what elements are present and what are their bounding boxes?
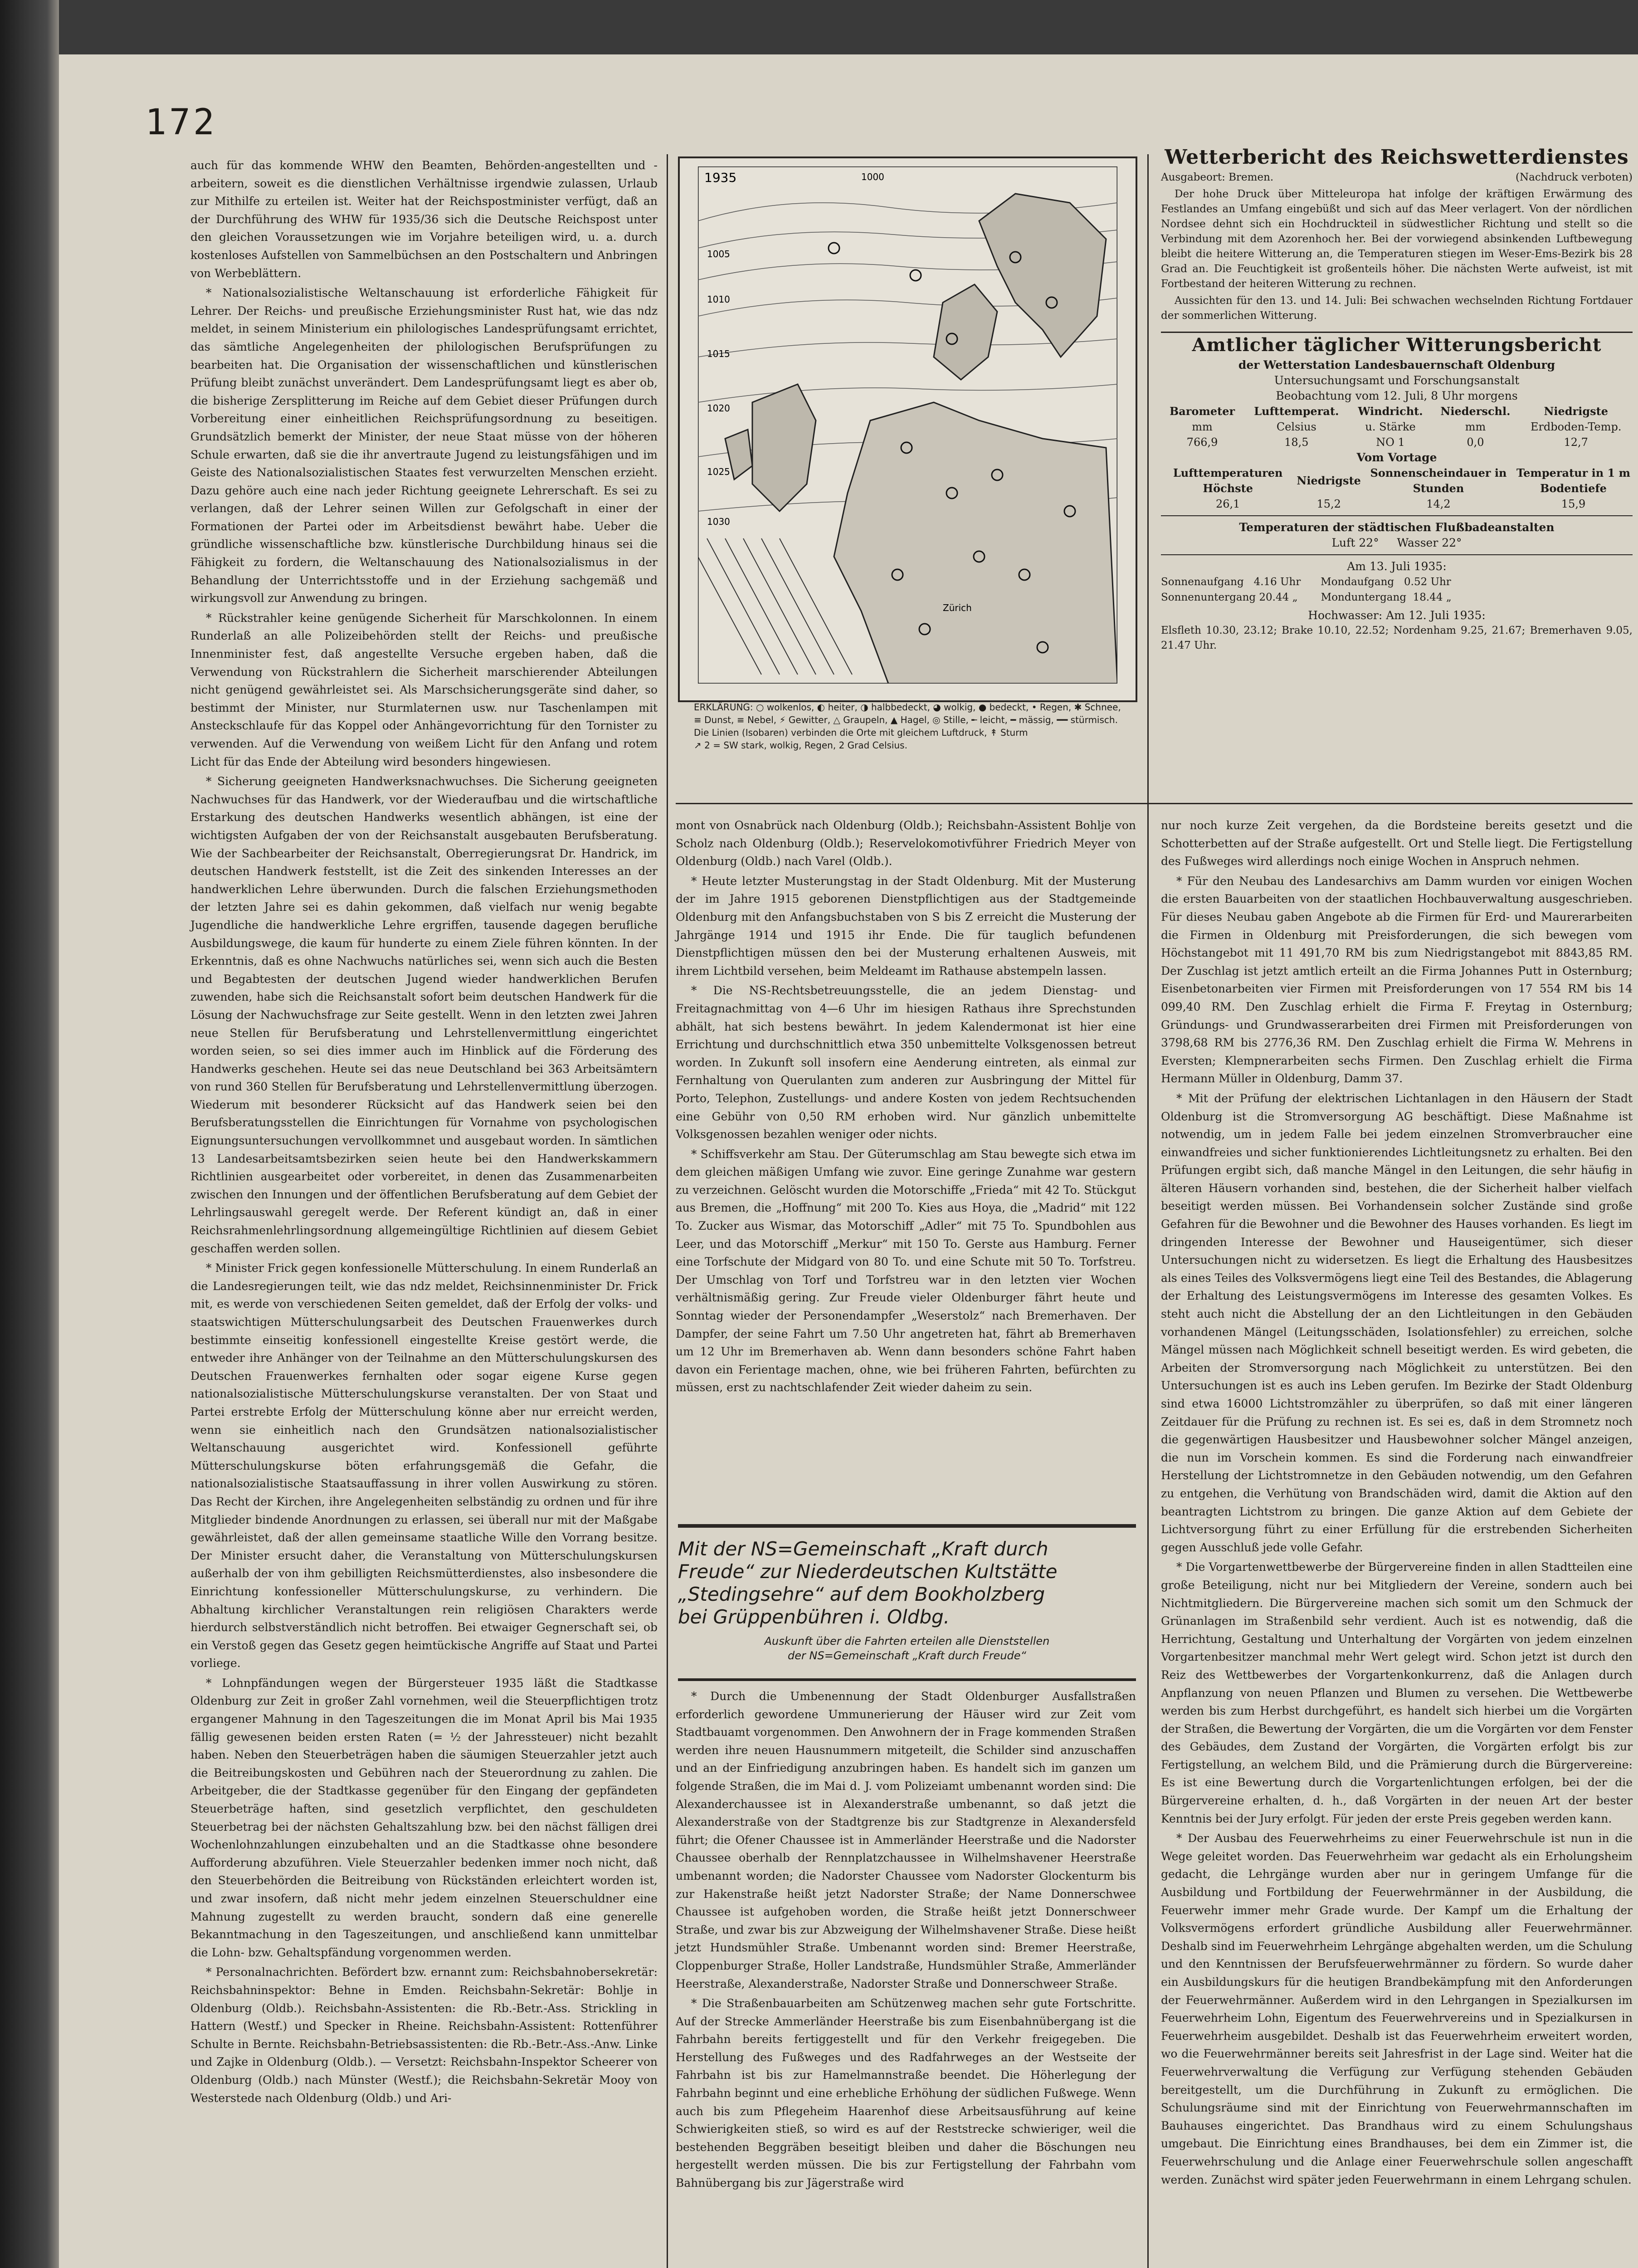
isobar-label: 1025 xyxy=(707,466,730,477)
sun-times-2: Sonnenuntergang 20.44 „ Monduntergang 18.44 „ xyxy=(1161,591,1452,603)
table-header: Temperatur in 1 m Bodentiefe xyxy=(1516,466,1630,495)
table-cell: 12,7 xyxy=(1564,436,1588,449)
table-header: Niedrigste xyxy=(1297,474,1361,487)
article-bordsteine: nur noch kurze Zeit vergehen, da die Bordsteine bereits gesetzt und die Schotterbetten auf der Straße aufgestellt. Ort und Stelle liegt. Die Fertigstellung des Fußweges wird allerdings noch einige Wochen in Anspruch nehmen. xyxy=(1161,819,1633,868)
article-rechtsbetreuung: * Die NS-Rechtsbetreuungsstelle, die an jedem Dienstag- und Freitagnachmittag von 4—6 Uhr im hiesigen Rathaus ihre Sprechstunden abhält, hat sich bestens bewährt. In jedem Kalendermonat ist hier eine Errichtung und durchschnittlich etwa 350 unbemittelte Volksgenossen betreut worden. In Zukunft soll insofern eine Aenderung eintreten, als einmal zur Fernhaltung von Querulanten zum anderen zur Ausbringung der Mittel für Porto, Telephon, Zustellungs- und andere Kosten von jedem Rechtsuchenden eine Gebühr von 0,50 RM erhoben wird. Nur gänzlich unbemittelte Volksgenossen bezahlen weniger oder nichts. xyxy=(676,984,1136,1141)
table-header: mm xyxy=(1192,420,1213,433)
table-header: Barometer xyxy=(1169,405,1235,418)
article-feuerwehr: * Der Ausbau des Feuerwehrheims zu einer Feuerwehrschule ist nun in die Wege geleitet worden. Das Feuerwehrheim war gedacht als ein Erholungsheim gedacht, die Lehrgänge wurden aber nur in geringem Umfange für die Ausbildung und Fortbildung der Feuerwehrmänner in der Ausbildung, die Feuerwehr immer mehr Grade wurde. Der Kampf um die Erhaltung der Volksvermögens erfordert gründliche Ausbildung aller Feuerwehrmänner. Deshalb sind im Feuerwehrheim Lehrgänge abgehalten werden, um die Schulung und den Kenntnissen der Berufsfeuerwehrmänner zu fördern. So wurde daher ein Ausbildungskurs für die heutigen Brandbekämpfung mit den Anforderungen der Feuerwehrmänner. Außerdem wird in den Lehrgangen in Spezialkursen im Feuerwehrheim Lohn, Eigentum des Feuerwehrvereins und in Spezialkursen in Feuerwehrheim ausgebildet. Deshalb ist das Feuerwehrheim erweitert worden, wo die Feuerwehrmänner bereits seit Jahresfrist in der Lage sind. Weiter hat die Feuerwehrverwaltung die Verfügung zur Verfügung stehenden Gebäuden bereitgestellt, um die Durchführung in Zukunft zu ermöglichen. Die Schulungsräume sind mit der Einrichtung von Feuerwehrmannschaften im Bauhauses eingerichtet. Das Brandhaus wird zu einem Schulungshaus umgebaut. Die Einrichtung eines Brandhauses, bei dem ein Zimmer ist, die Feuerwehrschulung und die Anlage einer Feuerwehrschule sollen angeschafft werden. Zunächst wird später jeden Feuerwehrmann in einem Lehrgang schulen. xyxy=(1161,1832,1633,2186)
divider xyxy=(1161,332,1633,333)
kdf-sub: Auskunft über die Fahrten erteilen alle Dienststellen xyxy=(764,1635,1050,1647)
place-label: Zürich xyxy=(943,602,972,613)
article-schiffsverkehr: * Schiffsverkehr am Stau. Der Güterumschlag am Stau bewegte sich etwa im dem gleichen mäßigen Umfang wie zuvor. Eine geringe Zunahme war gestern zu verzeichnen. Gelöscht wurden die Motorschiffe „Frieda“ mit 42 To. Stückgut aus Bremen, die „Hoffnung“ mit 200 To. Kies aus Hoya, die „Madrid“ mit 122 To. Zucker aus Wismar, das Motorschiff „Adler“ mit 75 To. Spundbohlen aus Leer, und das Motorschiff „Merkur“ mit 150 To. Gerste aus Hamburg. Ferner eine Torfschute der Midgard von 80 To. und eine Schute mit 50 To. Torfstreu. Der Umschlag von Torf und Torfstreu war in den letzten vier Wochen verhältnismäßig gering. Zur Freude vieler Oldenburger fährt heute und Sonntag wieder der Personendampfer „Weserstolz“ nach Bremerhaven. Der Dampfer, der seine Fahrt um 7.50 Uhr angetreten hat, fährt ab Bremerhaven um 12 Uhr im Bremerhaven ab. Wenn dann besonders schöne Fahrt haben davon ein Ferientage machen, ohne, wie bei früheren Fahrten, befürchten zu müssen, erst zu nachtschlafender Zeit wieder daheim zu sein. xyxy=(676,1147,1136,1394)
page-number: 172 xyxy=(145,102,217,143)
weather-report xyxy=(1161,146,1633,653)
reprint-note: (Nachdruck verboten) xyxy=(1516,171,1633,183)
isobar-label: 1020 xyxy=(707,403,730,414)
kdf-rule-top xyxy=(678,1524,1136,1528)
article-personal: * Personalnachrichten. Befördert bzw. ernannt zum: Reichsbahnobersekretär: Reichsbahninspektor: Behne in Emden. Reichsbahn-Sekretär: Bohlje in Oldenburg (Oldb.). Reichsbahn-Assistenten: die Rb.-Betr.-Ass. Strickling in Hattern (Westf.) und Specker in Rheine. Reichsbahn-Assistent: Rottenführer Schulte in Bernte. Reichsbahn-Betriebsassistenten: die Rb.-Betr.-Ass.-Anw. Linke und Zajke in Oldenburg (Oldb.). — Versetzt: Reichsbahn-Inspektor Scheerer von Oldenburg (Oldb.) nach Münster (Westf.); die Reichsbahn-Sekretär Mooy von Westerstede nach Oldenburg (Oldb.) und Ari- xyxy=(190,1965,658,2105)
official-subtitle-1: der Wetterstation Landesbauernschaft Oldenburg xyxy=(1238,358,1555,371)
divider xyxy=(1161,515,1633,516)
table-header: Sonnenscheindauer in Stunden xyxy=(1370,466,1507,495)
prev-day-label: Vom Vortage xyxy=(1356,451,1437,464)
official-report-title: Amtlicher täglicher Witterungsbericht xyxy=(1192,334,1602,356)
kdf-sub: der NS=Gemeinschaft „Kraft durch Freude“ xyxy=(788,1649,1026,1662)
kdf-line: Mit der NS=Gemeinschaft „Kraft durch xyxy=(678,1538,1048,1560)
table-header: Celsius xyxy=(1276,420,1316,433)
article-vorgarten: * Die Vorgartenwettbewerbe der Bürgervereine finden in allen Stadtteilen eine große Beteiligung, nicht nur bei Mitgliedern der Vereine, sondern auch bei Nichtmitgliedern. Die Bürgervereine machen sich somit um den Schmuck der Grünanlagen im Straßenbild sehr verdient. Auch ist es notwendig, daß die Herrichtung, Gestaltung und Unterhaltung der Vorgärten von jedem einzelnen Vorgartenbesitzer manchmal mehr Wert gelegt wird. Schon jetzt ist durch den Reiz des Wettbewerbes der Vorgartenkonkurrenz, daß die Anlagen durch Anpflanzung von neuen Pflanzen und Blumen zu versehen. Die Wettbewerbe werden bis zum Herbst durchgeführt, es handelt sich hierbei um die Vorgärten der Straßen, die Bewertung der Vorgärten, die um die Vorgärten vor dem Fenster des Gebäudes, dem Zustand der Vorgärten, die Vorgärten erfolgt bis zur Fertigstellung, an welchem Bild, und die Prämierung durch die Bürgervereine: Es ist eine Bewertung durch die Vorgartenlichtungen erfolgen, bei der die Bürgervereine erhalten, d. h., daß Vorgärten in der neuen Art der bester Kenntnis bei der Jury erfolgt. Für jeden der erste Preis gegeben werden kann. xyxy=(1161,1560,1633,1825)
divider xyxy=(1161,554,1633,555)
column-right xyxy=(1161,816,1633,2190)
article-musterung: * Heute letzter Musterungstag in der Stadt Oldenburg. Mit der Musterung der im Jahre 1915 geborenen Dienstpflichtigen aus der Stadtgemeinde Oldenburg mit den Anfangsbuchstaben von S bis Z erreicht die Musterung der Jahrgänge 1914 und 1915 ihr Ende. Die für tauglich befundenen Dienstpflichtigen müssen den bei der Musterung erhaltenen Ausweis, mit ihrem Lichtbild versehen, beim Meldeamt im Rathause abstempeln lassen. xyxy=(676,874,1136,978)
table-cell: 15,9 xyxy=(1561,498,1586,510)
table-header: Windricht. xyxy=(1358,405,1423,418)
map-legend-example: ↗ 2 = SW stark, wolkig, Regen, 2 Grad Celsius. xyxy=(694,740,907,751)
column-rule-2 xyxy=(1147,154,1149,2268)
article-lohnpfaendung: * Lohnpfändungen wegen der Bürgersteuer 1935 läßt die Stadtkasse Oldenburg zur Zeit in großer Zahl vornehmen, weil die Steuerpflichtigen trotz ergangener Mahnung in den Tageszeitungen die im Monat April bis Mai 1935 fällig gewesenen beiden ersten Raten (= ½ der Jahressteuer) nicht bezahlt haben. Neben den Steuerbeträgen haben die säumigen Steuerzahler jetzt auch die Beitreibungskosten und Gebühren nach der Steuerordnung zu zahlen. Die Arbeitgeber, die der Stadtkasse gegenüber für den Eingang der gepfändeten Steuerbeträge haften, sind gesetzlich verpflichtet, den geschuldeten Steuerbetrag bei der nächsten Gehaltszahlung bzw. bei den nächst fälligen drei Wochenlohnzahlungen einzubehalten und an die Stadtkasse ohne besondere Aufforderung abzuführen. Viele Steuerzahler bedenken immer noch nicht, daß den Steuerbehörden die Beitreibung von Rückständen erleichtert worden ist, und zwar insofern, daß nicht mehr jedem einzelnen Steuerschuldner eine Mahnung zugestellt zu werden braucht, sondern daß eine generelle Bekanntmachung in den Tageszeitungen, und anschließend kann unmittelbar die Lohn- bzw. Gehaltspfändung vorgenommen werden. xyxy=(190,1676,658,1959)
table-header: Niederschl. xyxy=(1440,405,1511,418)
column-middle-lower xyxy=(676,1687,1136,2194)
table-cell: 766,9 xyxy=(1186,436,1218,449)
article-weltanschauung: * Nationalsozialistische Weltanschauung ist erforderliche Fähigkeit für Lehrer. Der Reichs- und preußische Erziehungsminister Rust hat, wie das ndz meldet, in seinem Ministerium ein philologisches Landesprüfungsamt errichtet, das sämtliche Angelegenheiten der philologischen Berufsprüfungen zu bearbeiten hat. Die Organisation der wissenschaftlichen und künstlerischen Prüfung bleibt zunächst unverändert. Dem Landesprüfungsamt liegt es aber ob, die bisherige Zersplitterung im Reiche auf dem Gebiet dieser Prüfungen durch Vorbereitung einer einheitlichen Reichsprüfungsordnung zu beseitigen. Grundsätzlich bemerkt der Minister, der neue Staat müsse von der höheren Schule erwarten, daß sie die ihr anvertraute Jugend zu leistungsfähigen und im Geiste des Nationalsozialistischen Staates fest verwurzelten Menschen erzieht. Dazu gehöre auch eine nach jeder Richtung geeignete Lehrerschaft. Es sei zu verlangen, daß der Lehrer seinen Willen zur Gefolgschaft in einer der Formationen der Partei oder im Arbeitsdienst bewährt habe. Ueber die gründliche wissenschaftliche bzw. künstlerische Durchbildung hinaus sei die Fähigkeit zu fordern, die Weltanschauung des Nationalsozialismus in der Behandlung der Unterrichtsstoffe und in der Erziehung sachgemäß und wirkungsvoll zur Anwendung zu bringen. xyxy=(190,286,658,605)
isobar-label: 1030 xyxy=(707,516,730,527)
article-versetzt: mont von Osnabrück nach Oldenburg (Oldb.); Reichsbahn-Assistent Bohlje von Scholz nach Oldenburg (Oldb.); Reservelokomotivführer Friedrich Meyer von Oldenburg (Oldb.) nach Varel (Oldb.). xyxy=(676,819,1136,868)
book-binding-shadow xyxy=(0,0,59,2268)
map-legend-explanation: ERKLÄRUNG: ○ wolkenlos, ◐ heiter, ◑ halbbedeckt, ◕ wolkig, ● bedeckt, • Regen, ✱ Schnee, ≡ Dunst, ≡ Nebel, ⚡ Gewitter, △ Graupeln, ▲ Hagel, ◎ Stille, ╾ leicht, ━ mässig, ━━ stürmisch. Die Linien (Isobaren) verbinden die Orte mit gleichem Luftdruck, ↟ Sturm xyxy=(694,702,1121,738)
bath-title: Temperaturen der städtischen Flußbadeanstalten xyxy=(1239,521,1555,534)
weather-outlook: Aussichten für den 13. und 14. Juli: Bei schwachen wechselnden Richtung Fortdauer der sommerlichen Witterung. xyxy=(1161,295,1633,322)
bath-values: Luft 22° Wasser 22° xyxy=(1331,536,1462,549)
article-muetterschulung: * Minister Frick gegen konfessionelle Mütterschulung. In einem Runderlaß an die Landesregierungen teilt, wie das ndz meldet, Reichsinnenminister Dr. Frick mit, es werde von verschiedenen Seiten gemeldet, daß der Erfolg der volks- und staatswichtigen Mütterschulungsarbeit des Deutschen Frauenwerkes durch bestimmte einseitig konfessionell eingestellte Kreise gestört werde, die entweder ihre Anhänger von der Teilnahme an den Mütterschulungskursen des Deutschen Frauenwerkes fernhalten oder sogar eigene Kurse gegen nationalsozialistische Mütterschulungskurse veranstalten. Der von Staat und Partei erstrebte Erfolg der Mütterschulung könne aber nur erreicht werden, wenn sie einheitlich nach den Grundsätzen nationalsozialistischer Weltanschauung ausgerichtet wird. Konfessionell geführte Mütterschulungskurse böten erfahrungsgemäß die Gefahr, die nationalsozialistische Staatsauffassung in ihrer vollen Auswirkung zu stören. Das Recht der Kirchen, ihre Angelegenheiten selbständig zu ordnen und für ihre Mitglieder bindende Anordnungen zu erlassen, sei überall nur mit der Maßgabe gewährleistet, daß der allen gemeinsame staatliche Wille den Vorrang besitze. Der Minister ersucht daher, die Veranstaltung von Mütterschulungskursen außerhalb der von ihm gebilligten Reichsmütterdienstes, also insbesondere die Einrichtung konfessioneller Mütterschulungskurse, zu verhindern. Die Abhaltung kirchlicher Veranstaltungen rein religiösen Charakters werde hierdurch selbstverständlich nicht betroffen. Bei etwaiger Gegnerschaft sei, ob ein Verstoß gegen das Gesetz gegen heimtückische Angriffe auf Staat und Partei vorliege. xyxy=(190,1261,658,1670)
table-header: Erdboden-Temp. xyxy=(1530,420,1622,433)
isobar-label: 1010 xyxy=(707,294,730,305)
column-left xyxy=(190,156,658,2109)
table-header: u. Stärke xyxy=(1365,420,1416,433)
weather-map xyxy=(678,156,1137,702)
column-rule-1 xyxy=(667,154,668,2268)
official-subtitle-2: Untersuchungsamt und Forschungsanstalt xyxy=(1274,374,1520,387)
high-water-label: Hochwasser: Am 12. Juli 1935: xyxy=(1308,609,1486,622)
table-cell: 15,2 xyxy=(1316,498,1341,510)
table-cell: 26,1 xyxy=(1215,498,1240,510)
kdf-rule-bottom xyxy=(678,1678,1136,1681)
table-header: Niedrigste xyxy=(1544,405,1608,418)
article-landesarchiv: * Für den Neubau des Landesarchivs am Damm wurden vor einigen Wochen die ersten Bauarbeiten von der staatlichen Hochbauverwaltung ausgeschrieben. Für dieses Neubau gaben Angebote ab die Firmen für Erd- und Maurerarbeiten die Firmen in Oldenburg mit Preisforderungen, die sich bewegen vom Höchstangebot mit 11 491,70 RM bis zum Niedrigstangebot mit 8843,85 RM. Der Zuschlag ist jetzt amtlich erteilt an die Firma Johannes Putt in Osternburg; Eisenbetonarbeiten vier Firmen mit Preisforderungen von 17 554 RM bis 14 099,40 RM. Den Zuschlag erhielt die Firma F. Freytag in Osternburg; Gründungs- und Grundwasserarbeiten drei Firmen mit Preisforderungen von 3798,68 RM bis 2776,36 RM. Den Zuschlag erhielt die Firma W. Mehrens in Eversten; Klempnerarbeiten sechs Firmen. Den Zuschlag erhielt die Firma Hermann Müller in Oldenburg, Damm 37. xyxy=(1161,874,1633,1085)
kdf-line: Freude“ zur Niederdeutschen Kultstätte xyxy=(678,1560,1058,1583)
article-lichtanlagen: * Mit der Prüfung der elektrischen Lichtanlagen in den Häusern der Stadt Oldenburg ist die Stromversorgung AG beschäftigt. Diese Maßnahme ist notwendig, um in jedem Falle bei jedem einzelnen Stromverbraucher eine einwandfreies und sicher funktionierendes Lichtleitungsnetz zu erhalten. Bei den Prüfungen ergibt sich, daß manche Mängel in den Leitungen, die sehr häufig in älteren Häusern vorhanden sind, bestehen, die der Sicherheit halber vielfach beseitigt werden müssen. Bei Vorhandensein solcher Zustände sind große Gefahren für die Bewohner und die Bewohner des Hauses vorhanden. Es liegt im dringenden Interesse der Bewohner und Hauseigentümer, sich dieser Untersuchungen nicht zu widersetzen. Es liegt die Erhaltung des Hausbesitzes als eines Teiles des Volksvermögens liegt eine Teil des Bestandes, die Ablagerung der Erhaltung des Leistungsvermögens im Interesse des gesamten Volkes. Es steht auch nicht die Abstellung der an den Lichtleitungen in den Gebäuden vorhandenen Mängel (Leitungsschäden, Isolationsfehler) zu erreichen, solche Mängel müssen nach Möglichkeit schnell beseitigt werden. Es wird gebeten, die Arbeiten der Stromversorgung nach Möglichkeit zu unterstützen. Bei den Untersuchungen ist es auch ins Leben gerufen. Im Bezirke der Stadt Oldenburg sind etwa 16000 Lichtstromzähler zu überprüfen, so daß mit einer längeren Zeitdauer für die Prüfung zu rechnen ist. Es sei es, daß in dem Stromnetz noch die gegenwärtigen Hausbesitzer und Hausbewohner solcher Mängel anzeigen, die nun im Vorschein kommen. Es sind die Forderung nach einwandfreier Herstellung der Lichtstromnetze in den Gebäuden notwendig, um den Gefahren zu entgehen, die Verhütung von Brandschäden wird, damit die Aktion auf den beantragten Lichtstrom zu bringen. Die ganze Aktion auf dem Gebiete der Lichtversorgung führt zu einer Erfüllung für die erstrebenden Sicherheiten gegen Ausschluß jede volle Gefahr. xyxy=(1161,1091,1633,1554)
isobar-label: 1005 xyxy=(707,249,730,259)
article-whw: auch für das kommende WHW den Beamten, Behörden-angestellten und -arbeitern, soweit es die dienstlichen Verhältnisse irgendwie zulassen, Urlaub zur Mithilfe zu erteilen ist. Weiter hat der Reichspostminister verfügt, daß an der Durchführung des WHW für 1935/36 sich die Deutsche Reichspost unter den gleichen Voraussetzungen wie im Vorjahre beteiligen wird, u. a. durch kostenloses Aufstellen von Sammelbüchsen an den Postschaltern und Anbringen von Werbeblättern. xyxy=(190,159,658,280)
prev-day-table xyxy=(1161,465,1633,512)
table-cell: 0,0 xyxy=(1467,436,1484,449)
isobar-label: 1015 xyxy=(707,348,730,359)
official-observation: Beobachtung vom 12. Juli, 8 Uhr morgens xyxy=(1276,389,1518,402)
high-water-values: Elsfleth 10.30, 23.12; Brake 10.10, 22.52; Nordenham 9.25, 21.67; Bremerhaven 9.05, 21.47 Uhr. xyxy=(1161,625,1633,651)
weather-map-drawing xyxy=(698,166,1117,684)
kdf-line: „Stedingsehre“ auf dem Bookholzberg xyxy=(678,1583,1045,1605)
article-rueckstrahler: * Rückstrahler keine genügende Sicherheit für Marschkolonnen. In einem Runderlaß an alle Polizeibehörden stellt der Reichs- und preußische Innenminister fest, daß angestellte Versuche ergeben haben, daß die Verwendung von Rückstrahlern die Sicherheit marschierender Abteilungen nicht genügend gewährleistet sei. Als Marschsicherungsgeräte sind daher, so bestimmt der Minister, nur Sturmlaternen usw. nur Taschenlampen mit Ansteckschlaufe für das Koppel oder Anhängevorrichtung für den Tornister zu verwenden. Auf die Verwendung von weißem Licht für den Anfang und rotem Licht für das Ende der Abteilung wird besonders hingewiesen. xyxy=(190,611,658,768)
weather-station: Ausgabeort: Bremen. xyxy=(1161,171,1274,183)
article-umbenennung: * Durch die Umbenennung der Stadt Oldenburger Ausfallstraßen erforderlich gewordene Ummunerierung der Häuser wird zur Zeit vom Stadtbauamt vorgenommen. Den Anwohnern der in Frage kommenden Straßen werden ihre neuen Hausnummern mitgeteilt, die Schilder sind anzuschaffen und an der Einfriedigung anzubringen haben. Es handelt sich im ganzen um folgende Straßen, die im Mai d. J. vom Polizeiamt umbenannt worden sind: Die Alexanderchaussee ist in Alexanderstraße umbenannt, so daß jetzt die Alexanderstraße von der Stadtgrenze bis zur Stadtgrenze in Alexandersfeld führt; die Ofener Chaussee ist in Ammerländer Heerstraße und die Nadorster Chaussee oberhalb der Rennplatzchaussee in Wilhelmshavener Heerstraße umbenannt worden; die Nadorster Chaussee vom Nadorster Glockenturm bis zur Hakenstraße heißt jetzt Nadorster Straße; der Name Donnerschwee Chaussee ist aufgehoben worden, die Straße heißt jetzt Donnerschweer Straße, und zwar bis zur Abzweigung der Wilhelmshavener Straße. Diese heißt jetzt Hundsmühler Straße. Umbenannt worden sind: Bremer Heerstraße, Cloppenburger Straße, Holler Landstraße, Hundsmühler Straße, Ammerländer Heerstraße, Alexanderstraße, Nadorster Straße und Donnerschweer Straße. xyxy=(676,1690,1136,1990)
article-handwerk: * Sicherung geeigneten Handwerksnachwuchses. Die Sicherung geeigneten Nachwuchses für das Handwerk, vor der Wiederaufbau und die wirtschaftliche Erstarkung des deutschen Handwerks wesentlich abhängen, ist eine der wichtigsten Aufgaben der von der Reichsanstalt ausgebauten Berufsberatung. Wie der Sachbearbeiter der Reichsanstalt, Oberregierungsrat Dr. Handrick, im deutschen Handwerk feststellt, ist die Zeit des sinkenden Interesses an der handwerklichen Lehre überwunden. Durch die falschen Erziehungsmethoden der letzten Jahre sei es dahin gekommen, daß vielfach nur wenig begabte Jugendliche die handwerkliche Lehre ergriffen, tausende dagegen berufliche Ausbildungswege, die kaum für hunderte zu einem Ziele führen könnten. In der Erkenntnis, daß es ohne Nachwuchs natürliches sei, wenn sich auch die Besten und Begabtesten der deutschen Jugend wieder handwerklichen Berufen zuwenden, habe sich die Reichsanstalt sofort beim deutschen Handwerk für die Lösung der Nachwuchsfrage zur Seite gestellt. Wenn in den letzten zwei Jahren neue Stellen für Berufsberatung und Lehrstellenvermittlung eingerichtet worden seien, so sei dies immer auch im Hinblick auf die Förderung des Handwerks geschehen. Heute sei das neue Deutschland bei 363 Arbeitsämtern von rund 360 Stellen für Berufsberatung und Lehrstellenvermittlung überzogen. Wiederum mit besonderer Rücksicht auf das Handwerk seien bei den Berufsberatungsstellen die Einrichtungen für Vornahme von psychologischen Eignungsuntersuchungen vervollkommnet und ausgebaut worden. In sämtlichen 13 Landesarbeitsamtsbezirken seien heute bei den Handwerkskammern Richtlinien ausgearbeitet oder vorbereitet, in denen das Zusammenarbeiten zwischen den Innungen und der öffentlichen Berufsberatung auf dem Gebiet der Lehrlingsauswahl geregelt werde. Der Referent kündigt an, daß in einer Reichsrahmenlehrlingsordnung allgemeingültige Richtlinien auf diesem Gebiet geschaffen werden sollen. xyxy=(190,775,658,1255)
horizontal-rule xyxy=(676,803,1633,804)
weather-report-title: Wetterbericht des Reichswetterdienstes xyxy=(1165,146,1629,169)
kdf-line: bei Grüppenbühren i. Oldbg. xyxy=(678,1606,950,1628)
table-header: Lufttemperaturen Höchste xyxy=(1173,466,1283,495)
table-header: mm xyxy=(1465,420,1486,433)
article-schuetzenweg: * Die Straßenbauarbeiten am Schützenweg machen sehr gute Fortschritte. Auf der Strecke Ammerländer Heerstraße bis zum Eisenbahnübergang ist die Fahrbahn bereits fertiggestellt und für den Verkehr freigegeben. Die Herstellung des Fußweges und des Radfahrweges an der Westseite der Fahrbahn ist bis zur Hamelmannstraße beendet. Die Höherlegung der Fahrbahn beginnt und eine erhebliche Erhöhung der südlichen Fußwege. Wenn auch bis zum Pflegeheim Haarenhof diese Arbeitsausführung auf keine Schwierigkeiten stieß, so wird es auf der Reststrecke schwieriger, weil die bestehenden Beggräben beseitigt bleiben und daher die Böschungen neu hergestellt werden müssen. Die bis zur Fertigstellung der Fahrbahn vom Bahnübergang bis zur Jägerstraße wird xyxy=(676,1997,1136,2190)
table-cell: 18,5 xyxy=(1284,436,1309,449)
date-line: Am 13. Juli 1935: xyxy=(1347,560,1447,573)
isobar-label: 1000 xyxy=(861,171,884,182)
table-header: Lufttemperat. xyxy=(1254,405,1339,418)
weather-text: Der hohe Druck über Mitteleuropa hat infolge der kräftigen Erwärmung des Festlandes an Umfang eingebüßt und sich auf das Meer verlagert. Von der nördlichen Nordsee dehnt sich ein Hochdruckteil in südwestlicher Richtung und stellt so die Verbindung mit dem Azorenhoch her. Bei der vorwiegend absinkenden Luftbewegung bleibt die heitere Witterung an, die Temperaturen stiegen im Weser-Ems-Bezirk bis 28 Grad an. Die Feuchtigkeit ist großenteils höher. Die nächsten Werte aufweist, ist mit Fortbestand der heiteren Witterung zu rechnen. xyxy=(1161,188,1633,290)
table-cell: NO 1 xyxy=(1376,436,1405,449)
kdf-announcement xyxy=(678,1538,1136,1663)
column-middle xyxy=(676,816,1136,1398)
map-year-mark: 1935 xyxy=(704,170,737,185)
observation-table xyxy=(1161,404,1633,450)
table-cell: 14,2 xyxy=(1426,498,1451,510)
sun-times-1: Sonnenaufgang 4.16 Uhr Mondaufgang 0.52 Uhr xyxy=(1161,576,1451,588)
map-legend xyxy=(694,701,1129,752)
